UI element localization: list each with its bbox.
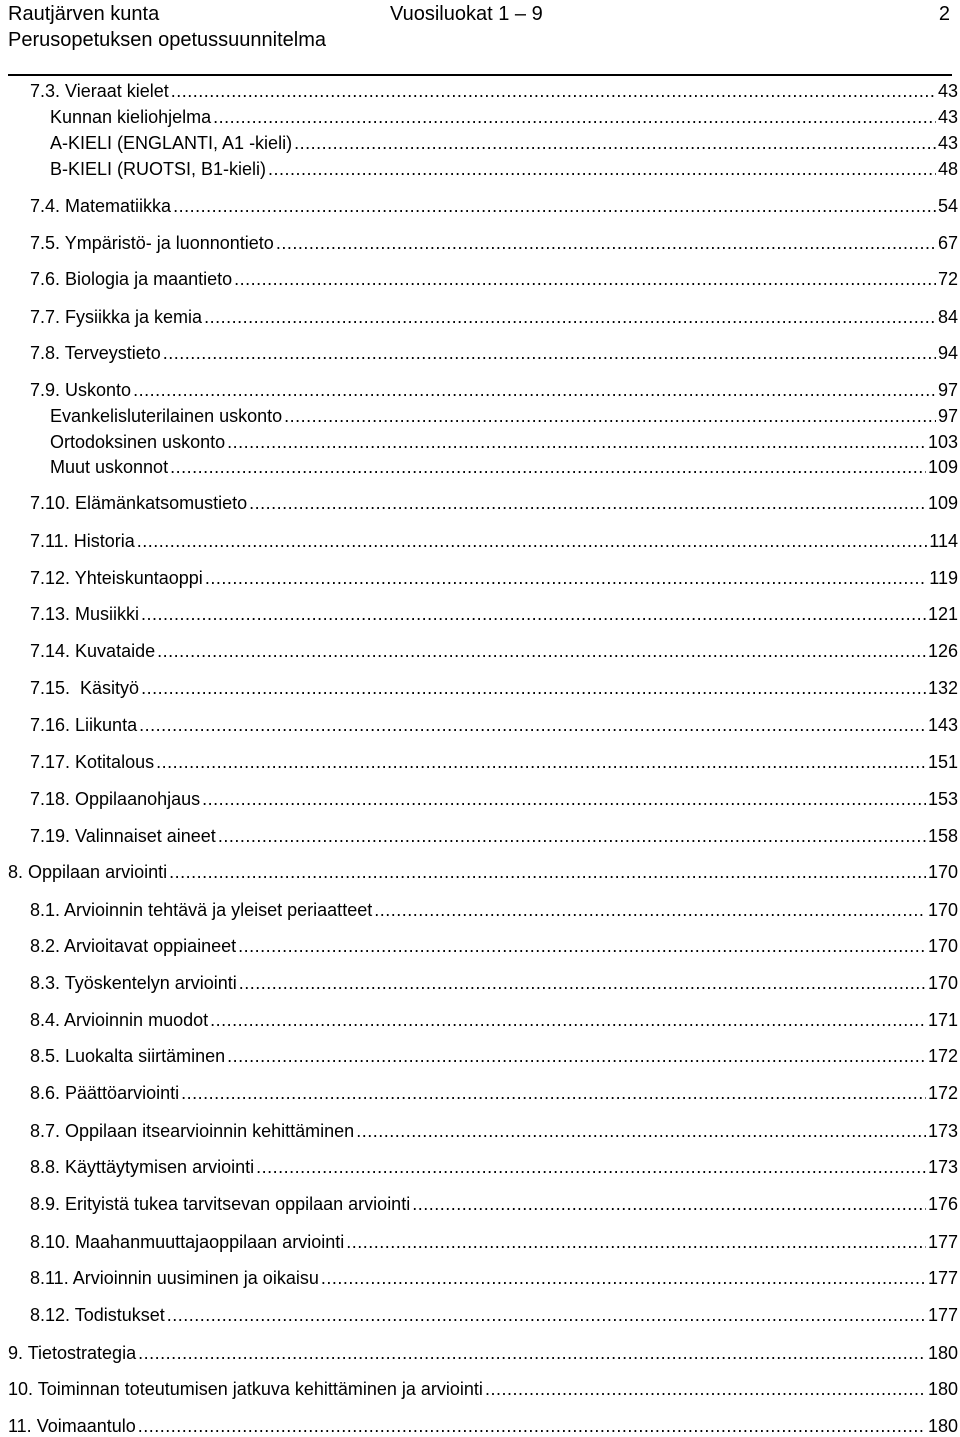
toc-entry[interactable] xyxy=(8,861,958,883)
dot-leader xyxy=(227,1045,926,1067)
toc-entry[interactable] xyxy=(30,1045,958,1067)
toc-entry[interactable] xyxy=(30,1082,958,1104)
toc-entry-page: 171 xyxy=(927,1010,958,1030)
toc-entry[interactable] xyxy=(30,195,958,217)
toc-entry[interactable] xyxy=(30,603,958,625)
dot-leader xyxy=(173,195,936,217)
toc-entry[interactable] xyxy=(30,379,958,401)
toc-entry-page: 109 xyxy=(927,457,958,477)
dot-leader xyxy=(346,1231,926,1253)
toc-entry-page: 172 xyxy=(927,1046,958,1066)
toc-entry[interactable] xyxy=(30,306,958,328)
document-title: Perusopetuksen opetussuunnitelma xyxy=(8,29,326,51)
toc-entry-title: 7.12. Yhteiskuntaoppi xyxy=(30,568,203,588)
toc-entry-page: 54 xyxy=(937,196,958,216)
dot-leader xyxy=(141,677,926,699)
dot-leader xyxy=(157,640,926,662)
toc-entry-page: 84 xyxy=(937,307,958,327)
dot-leader xyxy=(138,1342,926,1364)
dot-leader xyxy=(170,456,926,478)
toc-entry-page: 72 xyxy=(937,269,958,289)
toc-entry-title: 8.4. Arvioinnin muodot xyxy=(30,1010,209,1030)
toc-entry[interactable] xyxy=(30,530,958,552)
toc-entry-title: 7.15. Käsityö xyxy=(30,678,140,698)
toc-entry[interactable] xyxy=(8,1378,958,1400)
toc-entry[interactable] xyxy=(30,825,958,847)
toc-entry[interactable] xyxy=(30,935,958,957)
toc-entry[interactable] xyxy=(30,972,958,994)
toc-entry[interactable] xyxy=(30,567,958,589)
toc-entry-title: 8.6. Päättöarviointi xyxy=(30,1083,180,1103)
dot-leader xyxy=(156,751,926,773)
toc-entry-title: 9. Tietostrategia xyxy=(8,1343,137,1363)
toc-entry-title: 8.12. Todistukset xyxy=(30,1305,165,1325)
toc-entry-page: 67 xyxy=(937,233,958,253)
toc-entry-title: 8.3. Työskentelyn arviointi xyxy=(30,973,237,993)
dot-leader xyxy=(356,1120,926,1142)
dot-leader xyxy=(374,899,926,921)
dot-leader xyxy=(205,567,927,589)
toc-entry-title: B-KIELI (RUOTSI, B1-kieli) xyxy=(50,159,267,179)
dot-leader xyxy=(137,530,928,552)
toc-entry[interactable] xyxy=(30,1193,958,1215)
toc-entry-title: Ortodoksinen uskonto xyxy=(50,432,226,452)
toc-entry-title: 8.7. Oppilaan itsearvioinnin kehittäminen xyxy=(30,1121,355,1141)
toc-entry-page: 158 xyxy=(927,826,958,846)
toc-entry-title: 8. Oppilaan arviointi xyxy=(8,862,168,882)
toc-entry[interactable] xyxy=(30,342,958,364)
toc-entry-title: 11. Voimaantulo xyxy=(8,1416,136,1436)
grades-label: Vuosiluokat 1 – 9 xyxy=(390,3,543,25)
toc-entry-title: 7.6. Biologia ja maantieto xyxy=(30,269,233,289)
toc-entry-title: 7.7. Fysiikka ja kemia xyxy=(30,307,203,327)
toc-entry-page: 43 xyxy=(937,81,958,101)
toc-entry-page: 103 xyxy=(927,432,958,452)
toc-entry-title: 8.5. Luokalta siirtäminen xyxy=(30,1046,226,1066)
toc-entry-page: 109 xyxy=(927,493,958,513)
dot-leader xyxy=(227,431,926,453)
toc-entry[interactable] xyxy=(50,456,958,478)
dot-leader xyxy=(321,1267,926,1289)
toc-entry[interactable] xyxy=(30,1231,958,1253)
toc-entry-title: 7.5. Ympäristö- ja luonnontieto xyxy=(30,233,274,253)
toc-entry-title: 7.9. Uskonto xyxy=(30,380,132,400)
toc-entry[interactable] xyxy=(30,677,958,699)
toc-entry-title: 7.3. Vieraat kielet xyxy=(30,81,169,101)
toc-entry-title: 8.10. Maahanmuuttajaoppilaan arviointi xyxy=(30,1232,345,1252)
toc-entry-title: Evankelisluterilainen uskonto xyxy=(50,406,283,426)
toc-entry-title: 7.11. Historia xyxy=(30,531,135,551)
toc-entry-title: 7.10. Elämänkatsomustieto xyxy=(30,493,248,513)
toc-entry-page: 143 xyxy=(927,715,958,735)
toc-entry-page: 180 xyxy=(927,1416,958,1436)
toc-entry-page: 173 xyxy=(927,1157,958,1177)
toc-entry-page: 180 xyxy=(927,1379,958,1399)
toc-entry-title: 7.18. Oppilaanohjaus xyxy=(30,789,201,809)
toc-entry[interactable] xyxy=(30,232,958,254)
dot-leader xyxy=(169,861,926,883)
toc-entry[interactable] xyxy=(50,158,958,180)
toc-entry-title: 10. Toiminnan toteutumisen jatkuva kehittäminen ja arviointi xyxy=(8,1379,483,1399)
toc-entry-page: 43 xyxy=(937,133,958,153)
dot-leader xyxy=(210,1009,926,1031)
toc-entry-page: 177 xyxy=(927,1305,958,1325)
toc-entry-title: Kunnan kieliohjelma xyxy=(50,107,212,127)
toc-entry[interactable] xyxy=(30,788,958,810)
municipality-name: Rautjärven kunta xyxy=(8,3,160,25)
toc-entry-page: 151 xyxy=(927,752,958,772)
toc-entry-title: 7.8. Terveystieto xyxy=(30,343,161,363)
toc-entry[interactable] xyxy=(30,1267,958,1289)
dot-leader xyxy=(218,825,926,847)
toc-entry[interactable] xyxy=(30,640,958,662)
toc-entry[interactable] xyxy=(30,268,958,290)
toc-entry[interactable] xyxy=(50,431,958,453)
toc-entry-page: 177 xyxy=(927,1232,958,1252)
toc-entry-title: 7.14. Kuvataide xyxy=(30,641,156,661)
toc-entry-page: 170 xyxy=(927,973,958,993)
page-header xyxy=(8,0,952,76)
toc-entry-page: 180 xyxy=(927,1343,958,1363)
toc-entry-page: 94 xyxy=(937,343,958,363)
toc-entry-title: 8.2. Arvioitavat oppiaineet xyxy=(30,936,237,956)
toc-entry-title: 7.4. Matematiikka xyxy=(30,196,172,216)
toc-entry-page: 176 xyxy=(927,1194,958,1214)
dot-leader xyxy=(133,379,936,401)
dot-leader xyxy=(284,405,936,427)
toc-entry[interactable] xyxy=(30,80,958,102)
toc-entry-title: 7.19. Valinnaiset aineet xyxy=(30,826,216,846)
page-number: 2 xyxy=(938,3,950,25)
dot-leader xyxy=(141,603,926,625)
dot-leader xyxy=(268,158,936,180)
dot-leader xyxy=(249,492,926,514)
toc-entry[interactable] xyxy=(30,899,958,921)
toc-entry-page: 177 xyxy=(927,1268,958,1288)
toc-entry-title: 8.9. Erityistä tukea tarvitsevan oppilaan arviointi xyxy=(30,1194,411,1214)
dot-leader xyxy=(239,972,926,994)
toc-entry-page: 97 xyxy=(937,406,958,426)
dot-leader xyxy=(213,106,936,128)
toc-entry[interactable] xyxy=(50,106,958,128)
dot-leader xyxy=(167,1304,926,1326)
toc-entry-title: 7.16. Liikunta xyxy=(30,715,138,735)
dot-leader xyxy=(181,1082,926,1104)
dot-leader xyxy=(204,306,936,328)
toc-entry-page: 48 xyxy=(937,159,958,179)
toc-entry[interactable] xyxy=(30,714,958,736)
dot-leader xyxy=(256,1156,926,1178)
dot-leader xyxy=(276,232,936,254)
toc-entry-page: 97 xyxy=(937,380,958,400)
toc-entry-title: A-KIELI (ENGLANTI, A1 -kieli) xyxy=(50,133,293,153)
toc-entry[interactable] xyxy=(30,751,958,773)
toc-entry-title: 7.13. Musiikki xyxy=(30,604,140,624)
toc-entry-page: 173 xyxy=(927,1121,958,1141)
dot-leader xyxy=(171,80,936,102)
toc-entry-page: 172 xyxy=(927,1083,958,1103)
dot-leader xyxy=(163,342,936,364)
toc-entry[interactable] xyxy=(8,1415,958,1437)
toc-entry-page: 153 xyxy=(927,789,958,809)
dot-leader xyxy=(412,1193,926,1215)
toc-entry[interactable] xyxy=(50,405,958,427)
dot-leader xyxy=(138,1415,926,1437)
dot-leader xyxy=(202,788,926,810)
toc-entry-title: 7.17. Kotitalous xyxy=(30,752,155,772)
toc-entry-page: 43 xyxy=(937,107,958,127)
toc-entry-title: 8.8. Käyttäytymisen arviointi xyxy=(30,1157,255,1177)
toc-entry-title: 8.1. Arvioinnin tehtävä ja yleiset periaatteet xyxy=(30,900,373,920)
toc-entry[interactable] xyxy=(30,1156,958,1178)
toc-entry[interactable] xyxy=(30,1009,958,1031)
dot-leader xyxy=(294,132,936,154)
toc-entry[interactable] xyxy=(50,132,958,154)
toc-entry-page: 132 xyxy=(927,678,958,698)
toc-entry-title: Muut uskonnot xyxy=(50,457,169,477)
toc-entry-page: 121 xyxy=(927,604,958,624)
toc-entry-page: 170 xyxy=(927,936,958,956)
toc-entry-page: 170 xyxy=(927,900,958,920)
dot-leader xyxy=(485,1378,926,1400)
toc-entry[interactable] xyxy=(30,1120,958,1142)
toc-entry-title: 8.11. Arvioinnin uusiminen ja oikaisu xyxy=(30,1268,319,1288)
toc-entry[interactable] xyxy=(8,1342,958,1364)
toc-entry-page: 114 xyxy=(929,531,958,551)
toc-entry-page: 126 xyxy=(927,641,958,661)
dot-leader xyxy=(238,935,926,957)
dot-leader xyxy=(234,268,936,290)
toc-entry[interactable] xyxy=(30,1304,958,1326)
dot-leader xyxy=(139,714,926,736)
toc-entry-page: 170 xyxy=(927,862,958,882)
toc-entry[interactable] xyxy=(30,492,958,514)
toc-entry-page: 119 xyxy=(929,568,958,588)
